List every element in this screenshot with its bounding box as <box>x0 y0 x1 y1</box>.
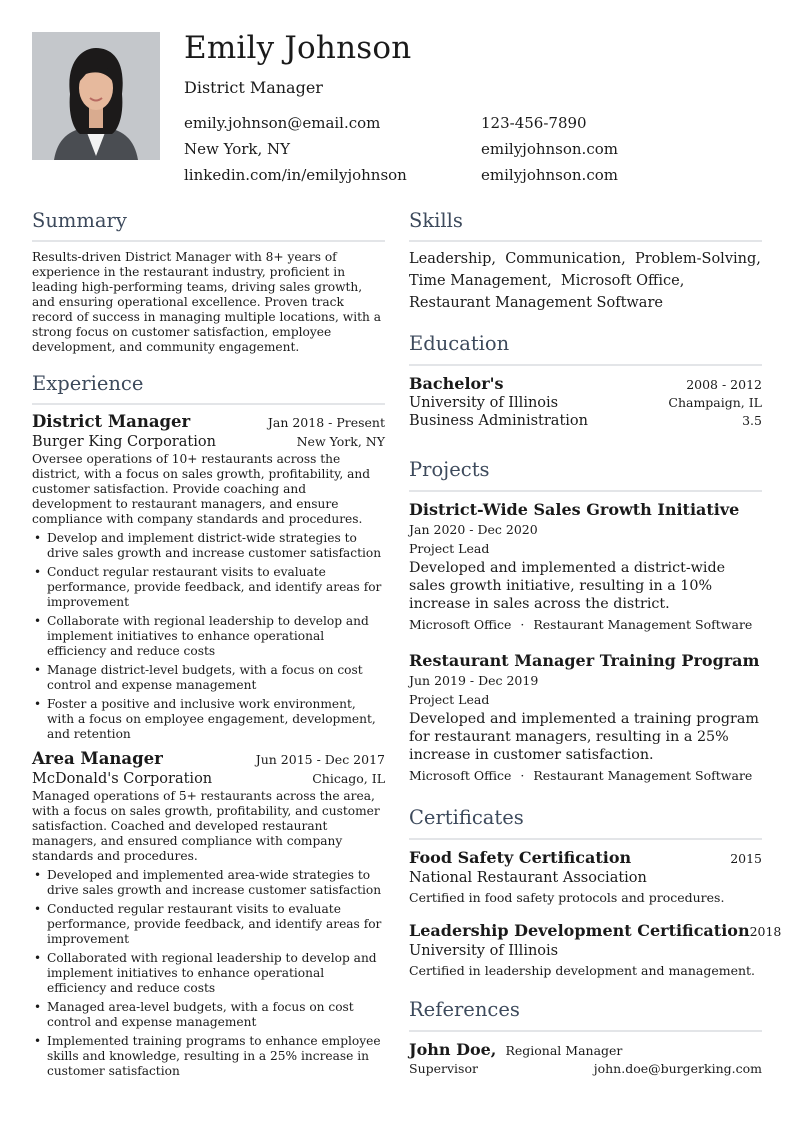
profile-photo <box>32 32 160 160</box>
certificate-entry <box>409 921 782 978</box>
job-description: Oversee operations of 10+ restaurants across the district, with a focus on sales growth, profitability, and customer satisfaction. Provide coaching and development to restaurant managers, and ensure compliance with company standards and procedures. <box>32 452 371 526</box>
project-tag: Microsoft Office <box>409 617 512 632</box>
reference-position: Regional Manager <box>505 1043 623 1058</box>
job-bullets <box>32 868 385 1079</box>
certificate-entry <box>409 848 762 905</box>
education-entry <box>409 374 762 429</box>
project-tags <box>409 617 762 632</box>
skills-divider <box>409 240 762 242</box>
list-item: • Managed area-level budgets, with a focus on cost control and expense management <box>32 1000 385 1030</box>
skill-item: Restaurant Management Software <box>409 295 663 311</box>
project-tag: Restaurant Management Software <box>533 617 753 632</box>
project-description: Developed and implemented a district-wide sales growth initiative, resulting in a 10% increase in sales across the district. <box>409 560 726 612</box>
education-heading: Education <box>409 332 510 355</box>
location-text: New York, NY <box>184 140 291 158</box>
reference-name: John Doe, <box>409 1040 497 1059</box>
job-location: New York, NY <box>296 434 385 449</box>
job-entry <box>32 412 385 746</box>
certificates-divider <box>409 838 762 840</box>
experience-heading: Experience <box>32 372 144 395</box>
job-bullets <box>32 531 385 742</box>
education-location: Champaign, IL <box>668 395 762 410</box>
skills-heading: Skills <box>409 209 463 232</box>
list-item: • Collaborated with regional leadership to develop and implement initiatives to enhance operational efficiency and reduce costs <box>32 951 385 996</box>
summary-heading: Summary <box>32 209 127 232</box>
certificates-heading: Certificates <box>409 806 524 829</box>
skill-item: Time Management <box>409 273 548 289</box>
education-gpa: 3.5 <box>742 413 762 428</box>
certificate-issuer: University of Illinois <box>409 943 559 959</box>
summary-divider <box>32 240 385 242</box>
projects-heading: Projects <box>409 458 490 481</box>
job-company: Burger King Corporation <box>32 434 216 450</box>
list-item: • Foster a positive and inclusive work environment, with a focus on employee engagement, development, and retention <box>32 697 385 742</box>
certificate-issuer: National Restaurant Association <box>409 870 647 886</box>
education-school: University of Illinois <box>409 395 559 411</box>
linkedin-link[interactable]: linkedin.com/in/emilyjohnson <box>184 166 407 184</box>
list-item: • Develop and implement district-wide strategies to drive sales growth and increase customer satisfaction <box>32 531 385 561</box>
certificate-title: Leadership Development Certification <box>409 921 750 940</box>
list-item: • Conducted regular restaurant visits to evaluate performance, provide feedback, and identify areas for improvement <box>32 902 385 947</box>
job-company: McDonald's Corporation <box>32 771 213 787</box>
reference-relation: Supervisor <box>409 1061 478 1076</box>
job-location: Chicago, IL <box>312 771 385 786</box>
project-dates: Jun 2019 - Dec 2019 <box>409 673 539 688</box>
references-heading: References <box>409 998 520 1021</box>
job-dates: Jun 2015 - Dec 2017 <box>255 752 385 767</box>
job-title: District Manager <box>32 412 191 431</box>
website-link[interactable]: emilyjohnson.com <box>481 140 618 158</box>
website-link-secondary[interactable]: emilyjohnson.com <box>481 166 618 184</box>
education-field: Business Administration <box>409 413 588 429</box>
project-tag: Microsoft Office <box>409 768 512 783</box>
phone-number: 123-456-7890 <box>481 114 587 132</box>
project-tags <box>409 768 762 783</box>
list-item: • Developed and implemented area-wide strategies to drive sales growth and increase customer satisfaction <box>32 868 385 898</box>
project-title: Restaurant Manager Training Program <box>409 651 760 670</box>
skill-item: Microsoft Office <box>560 273 680 289</box>
separator-dot-icon: · <box>520 617 525 632</box>
email-link[interactable]: emily.johnson@email.com <box>184 114 381 132</box>
reference-entry <box>409 1040 762 1076</box>
skills-list: Leadership, Communication, Problem-Solving, Time Management, Microsoft Office, Restaurant Management Software <box>409 251 761 311</box>
list-item: • Conduct regular restaurant visits to evaluate performance, provide feedback, and identify areas for improvement <box>32 565 385 610</box>
project-tag: Restaurant Management Software <box>533 768 753 783</box>
references-divider <box>409 1030 762 1032</box>
skill-item: Communication <box>505 251 622 267</box>
candidate-name: Emily Johnson <box>184 30 412 66</box>
project-dates: Jan 2020 - Dec 2020 <box>409 522 538 537</box>
project-entry <box>409 500 762 632</box>
project-role: Project Lead <box>409 692 490 707</box>
certificate-description: Certified in leadership development and management. <box>409 963 756 978</box>
education-divider <box>409 364 762 366</box>
reference-email[interactable]: john.doe@burgerking.com <box>593 1061 762 1076</box>
project-entry <box>409 651 762 783</box>
candidate-title: District Manager <box>184 78 323 97</box>
job-title: Area Manager <box>32 749 163 768</box>
education-degree: Bachelor's <box>409 374 504 393</box>
summary-text: Results-driven District Manager with 8+ years of experience in the restaurant industry, proficient in leading high-performing teams, driving sales growth, and ensuring operational excellence. Proven track record of success in managing multiple locations, with a strong focus on customer satisfaction, employee development, and community engagement. <box>32 250 381 354</box>
education-dates: 2008 - 2012 <box>686 377 762 392</box>
certificate-description: Certified in food safety protocols and procedures. <box>409 890 725 905</box>
skill-item: Leadership <box>409 251 492 267</box>
job-description: Managed operations of 5+ restaurants across the area, with a focus on sales growth, profitability, and customer satisfaction. Coached and developed restaurant managers, and ensured compliance with company standards and procedures. <box>32 789 380 863</box>
job-entry <box>32 749 385 1083</box>
project-role: Project Lead <box>409 541 490 556</box>
experience-divider <box>32 403 385 405</box>
list-item: • Manage district-level budgets, with a focus on cost control and expense management <box>32 663 385 693</box>
skill-item: Problem-Solving <box>634 251 757 267</box>
certificate-title: Food Safety Certification <box>409 848 632 867</box>
project-description: Developed and implemented a training program for restaurant managers, resulting in a 25% increase in customer satisfaction. <box>409 711 759 763</box>
projects-divider <box>409 490 762 492</box>
job-dates: Jan 2018 - Present <box>267 415 385 430</box>
list-item: • Implemented training programs to enhance employee skills and knowledge, resulting in a 25% increase in customer satisfaction <box>32 1034 385 1079</box>
project-title: District-Wide Sales Growth Initiative <box>409 500 740 519</box>
separator-dot-icon: · <box>520 768 525 783</box>
certificate-year: 2015 <box>730 851 762 866</box>
certificate-year: 2018 <box>749 924 782 939</box>
list-item: • Collaborate with regional leadership to develop and implement initiatives to enhance operational efficiency and reduce costs <box>32 614 385 659</box>
